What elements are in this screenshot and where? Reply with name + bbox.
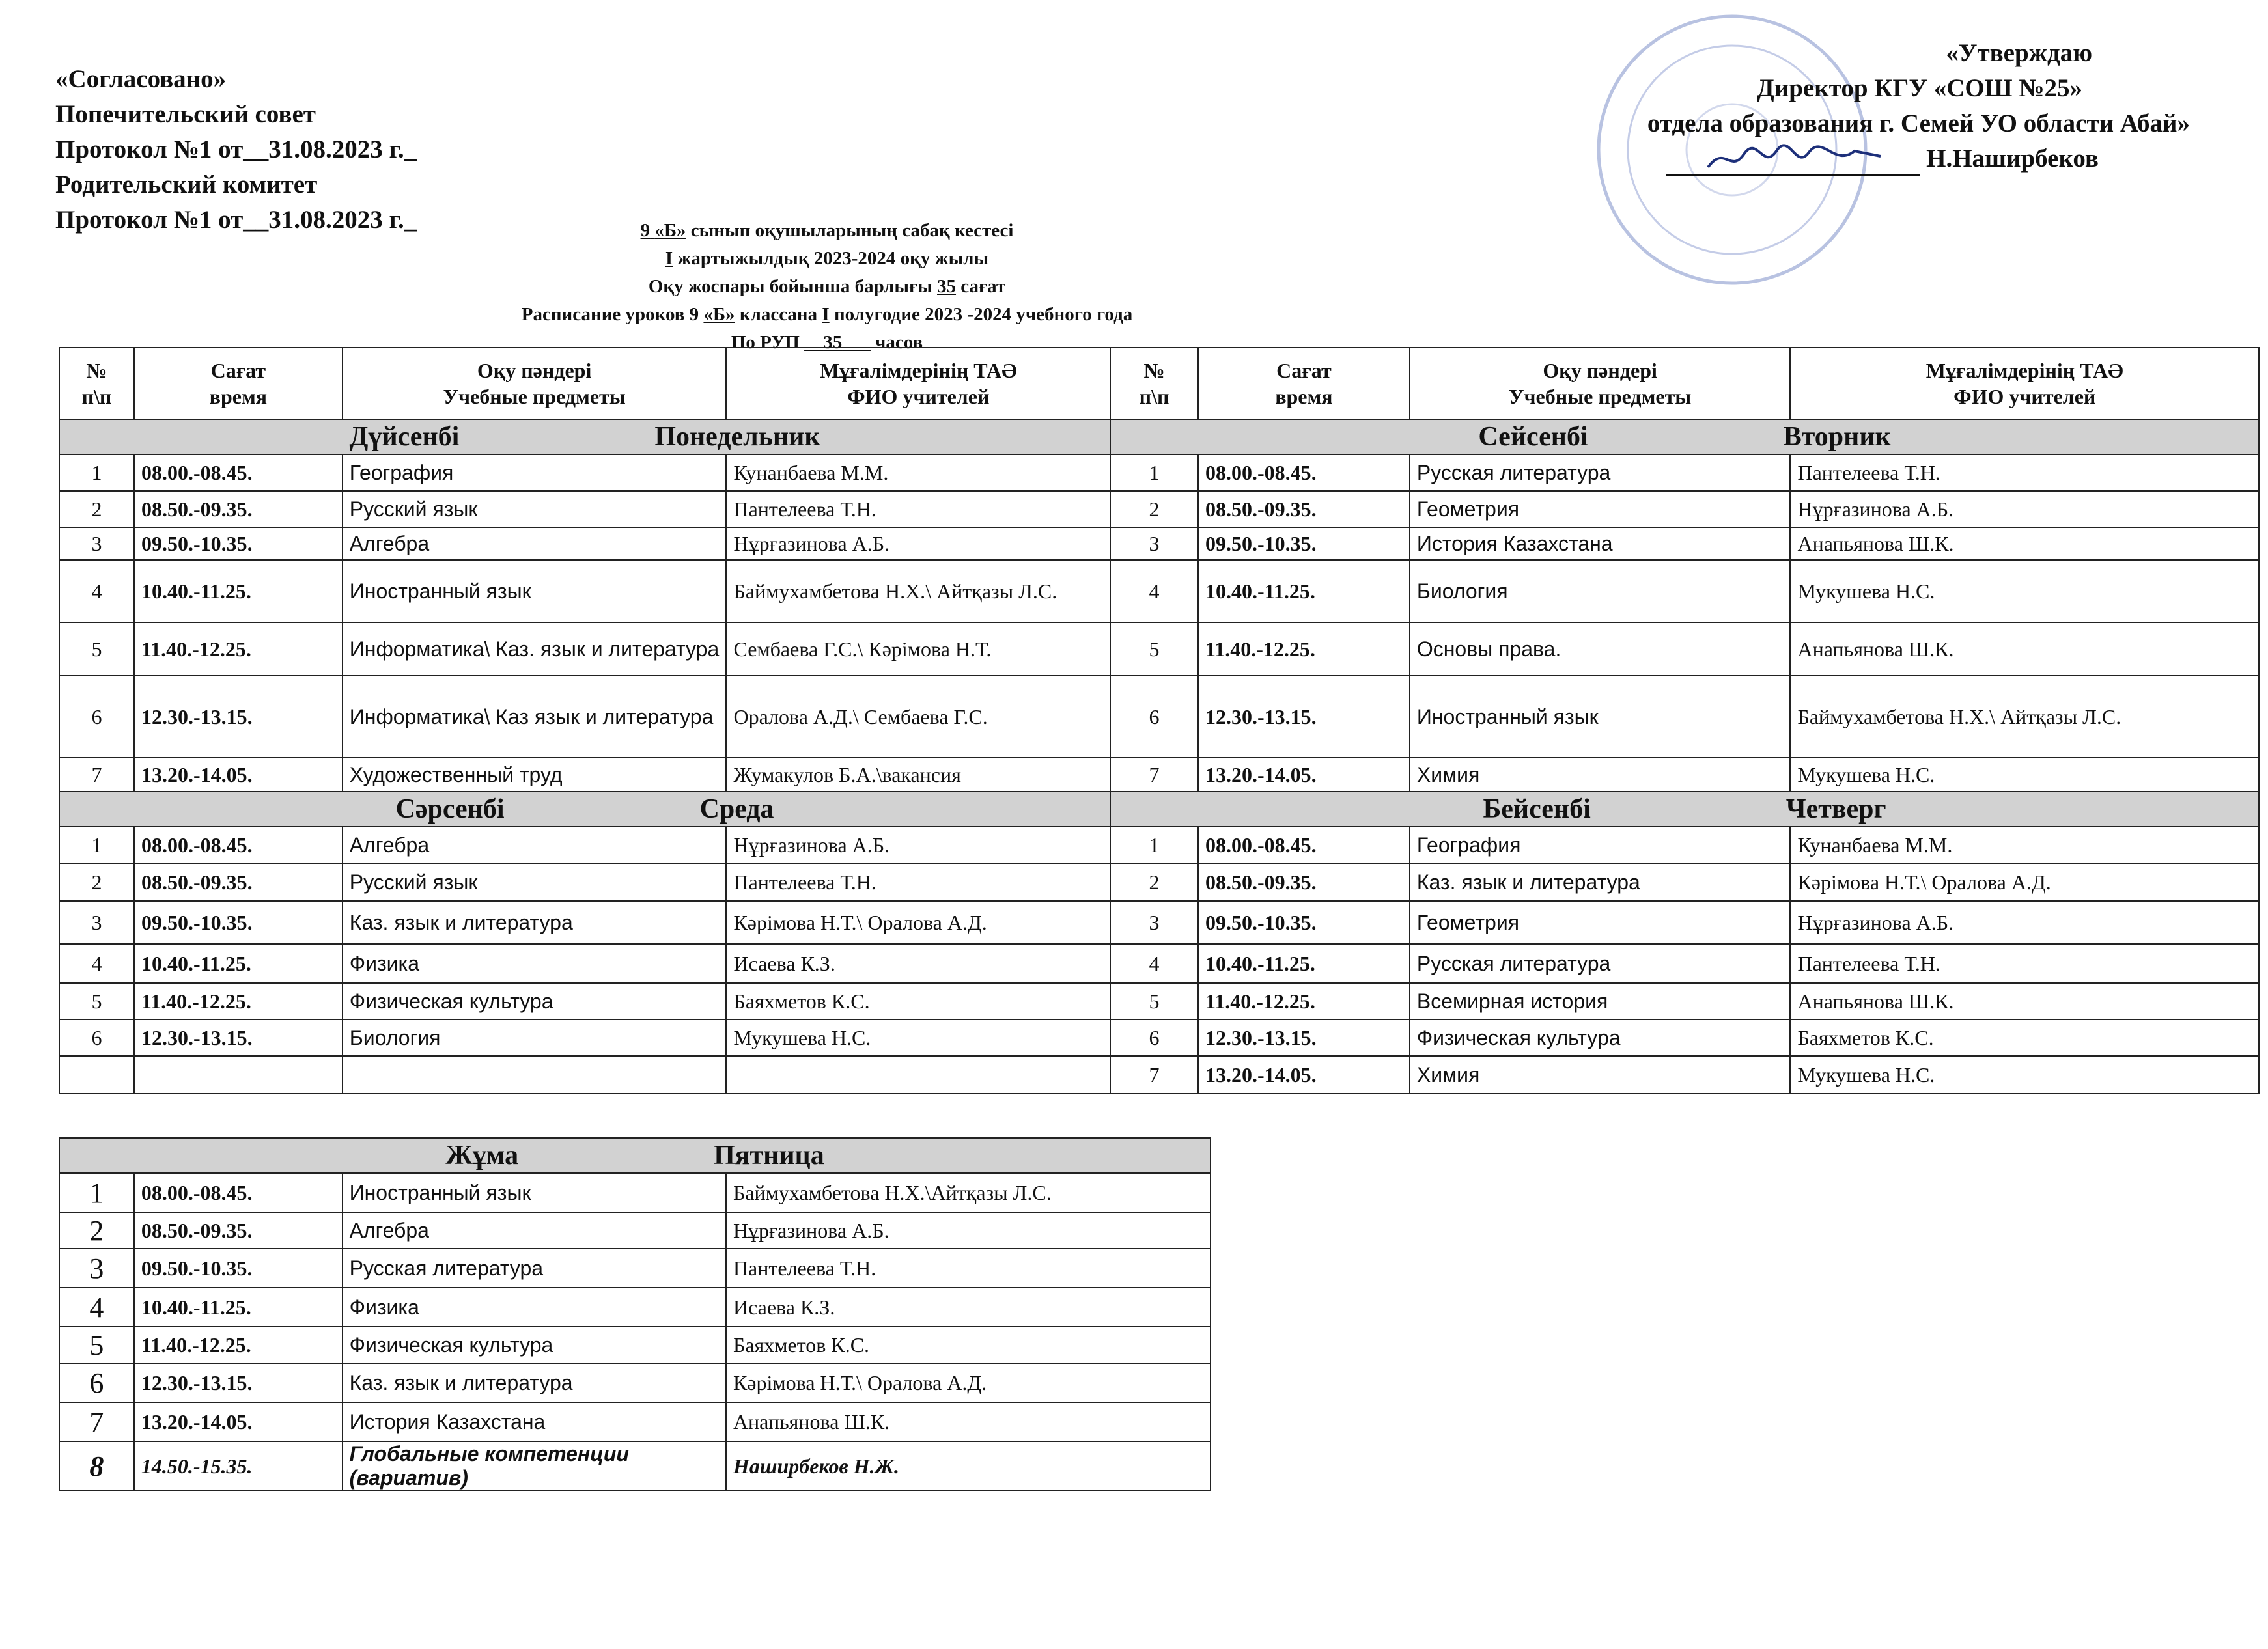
lesson-number: 1 — [59, 454, 134, 491]
header-teacher: Мұғалімдерінің ТАӘ ФИО учителей — [726, 348, 1110, 419]
schedule-title — [0, 217, 1654, 357]
lesson-time: 13.20.-14.05. — [134, 758, 343, 792]
table-row — [59, 1212, 1211, 1249]
lesson-number: 6 — [1110, 676, 1198, 758]
lesson-time: 12.30.-13.15. — [134, 1363, 343, 1402]
lesson-subject: Информатика\ Каз язык и литература — [343, 676, 727, 758]
day-header-row — [59, 419, 2259, 454]
lesson-subject: Физическая культура — [343, 983, 727, 1019]
lesson-teacher: Баяхметов К.С. — [1790, 1019, 2259, 1056]
header-row — [59, 348, 2259, 419]
table-row — [59, 454, 2259, 491]
lesson-time: 14.50.-15.35. — [134, 1441, 343, 1491]
table-row — [59, 1441, 1211, 1491]
lesson-time: 08.00.-08.45. — [1198, 827, 1410, 863]
lesson-number: 3 — [1110, 901, 1198, 944]
approval-left-line: Протокол №1 от__31.08.2023 г._ — [55, 206, 417, 234]
lesson-subject: Физика — [343, 944, 727, 983]
lesson-subject: История Казахстана — [343, 1402, 726, 1441]
table-row — [59, 944, 2259, 983]
lesson-number: 3 — [59, 527, 134, 560]
lesson-number: 1 — [59, 1173, 134, 1212]
day-header-row — [59, 792, 2259, 827]
lesson-number: 5 — [59, 983, 134, 1019]
lesson-teacher: Пантелеева Т.Н. — [1790, 944, 2259, 983]
header-num: № п\п — [1110, 348, 1198, 419]
table-row — [59, 863, 2259, 901]
lesson-teacher: Кәрімова Н.Т.\ Оралова А.Д. — [726, 901, 1110, 944]
lesson-subject: Алгебра — [343, 827, 727, 863]
lesson-time: 13.20.-14.05. — [134, 1402, 343, 1441]
table-row — [59, 1327, 1211, 1363]
schedule-table-friday — [59, 1137, 1211, 1491]
lesson-teacher: Пантелеева Т.Н. — [1790, 454, 2259, 491]
lesson-teacher: Баяхметов К.С. — [726, 1327, 1211, 1363]
lesson-subject: Иностранный язык — [1410, 676, 1791, 758]
lesson-subject: География — [1410, 827, 1791, 863]
lesson-time: 09.50.-10.35. — [134, 901, 343, 944]
lesson-teacher: Мукушева Н.С. — [1790, 758, 2259, 792]
lesson-number: 7 — [1110, 758, 1198, 792]
header-subject: Оқу пәндері Учебные предметы — [1410, 348, 1791, 419]
title-line-1: 9 «Б» сынып оқушыларының сабақ кестесі — [640, 220, 1014, 241]
lesson-teacher: Пантелеева Т.Н. — [726, 1249, 1211, 1288]
approval-left-line: «Согласовано» — [55, 65, 227, 93]
lesson-number: 1 — [1110, 827, 1198, 863]
lesson-teacher: Баймухамбетова Н.Х.\ Айтқазы Л.С. — [1790, 676, 2259, 758]
lesson-teacher: Оралова А.Д.\ Сембаева Г.С. — [726, 676, 1110, 758]
lesson-number: 7 — [59, 1402, 134, 1441]
lesson-subject: Химия — [1410, 1056, 1791, 1094]
lesson-time: 08.50.-09.35. — [1198, 863, 1410, 901]
header-time: Сағат время — [134, 348, 343, 419]
lesson-subject: История Казахстана — [1410, 527, 1791, 560]
handwritten-signature — [1705, 138, 1887, 177]
approval-left-block — [55, 62, 417, 238]
signer-name: Н.Наширбеков — [1926, 145, 2099, 173]
lesson-number: 2 — [1110, 863, 1198, 901]
lesson-number: 5 — [1110, 983, 1198, 1019]
table-row — [59, 1249, 1211, 1288]
lesson-subject: Русская литература — [343, 1249, 726, 1288]
lesson-time: 08.00.-08.45. — [134, 827, 343, 863]
lesson-time: 13.20.-14.05. — [1198, 758, 1410, 792]
lesson-subject: Каз. язык и литература — [343, 901, 727, 944]
table-row — [59, 758, 2259, 792]
lesson-teacher: Сембаева Г.С.\ Кәрімова Н.Т. — [726, 622, 1110, 676]
lesson-subject: Химия — [1410, 758, 1791, 792]
lesson-number: 3 — [59, 901, 134, 944]
lesson-teacher: Анапьянова Ш.К. — [726, 1402, 1211, 1441]
day-header-row — [59, 1138, 1211, 1173]
lesson-teacher: Мукушева Н.С. — [726, 1019, 1110, 1056]
approval-right-line: Директор КГУ «СОШ №25» — [1756, 74, 2082, 102]
lesson-number: 8 — [59, 1441, 134, 1491]
header-time: Сағат время — [1198, 348, 1410, 419]
approval-right-line: «Утверждаю — [1946, 39, 2092, 67]
lesson-number: 2 — [59, 491, 134, 527]
lesson-subject: Иностранный язык — [343, 560, 727, 622]
lesson-number: 5 — [1110, 622, 1198, 676]
lesson-subject: Физическая культура — [1410, 1019, 1791, 1056]
lesson-teacher: Исаева К.З. — [726, 1288, 1211, 1327]
lesson-time: 10.40.-11.25. — [1198, 560, 1410, 622]
lesson-teacher: Мукушева Н.С. — [1790, 1056, 2259, 1094]
lesson-subject: Основы права. — [1410, 622, 1791, 676]
lesson-teacher: Анапьянова Ш.К. — [1790, 983, 2259, 1019]
lesson-subject: Биология — [1410, 560, 1791, 622]
lesson-teacher: Баймухамбетова Н.Х.\Айтқазы Л.С. — [726, 1173, 1211, 1212]
title-line-2: I жартыжылдық 2023-2024 оқу жылы — [665, 248, 989, 269]
lesson-subject: Алгебра — [343, 1212, 726, 1249]
day-header-wednesday: Сәрсенбі Среда — [59, 792, 1110, 827]
lesson-teacher: Исаева К.З. — [726, 944, 1110, 983]
approval-left-line: Протокол №1 от__31.08.2023 г._ — [55, 135, 417, 163]
table-row — [59, 1363, 1211, 1402]
empty-cell — [726, 1056, 1110, 1094]
lesson-subject: Иностранный язык — [343, 1173, 726, 1212]
lesson-time: 10.40.-11.25. — [134, 944, 343, 983]
lesson-number: 7 — [1110, 1056, 1198, 1094]
lesson-number: 4 — [59, 944, 134, 983]
title-line-5: По РУП __35___ часов — [731, 332, 923, 353]
lesson-time: 09.50.-10.35. — [134, 527, 343, 560]
lesson-teacher: Жумакулов Б.А.\вакансия — [726, 758, 1110, 792]
empty-cell — [343, 1056, 727, 1094]
lesson-subject: Глобальные компетенции (вариатив) — [343, 1441, 726, 1491]
day-header-friday: Жұма Пятница — [59, 1138, 1211, 1173]
day-header-tuesday: Сейсенбі Вторник — [1110, 419, 2259, 454]
empty-cell — [134, 1056, 343, 1094]
lesson-teacher: Нұрғазинова А.Б. — [1790, 491, 2259, 527]
lesson-time: 08.00.-08.45. — [134, 454, 343, 491]
lesson-subject: Всемирная история — [1410, 983, 1791, 1019]
lesson-teacher: Кәрімова Н.Т.\ Оралова А.Д. — [1790, 863, 2259, 901]
lesson-teacher: Кунанбаева М.М. — [726, 454, 1110, 491]
lesson-number: 6 — [1110, 1019, 1198, 1056]
signature-line — [1666, 151, 1920, 176]
lesson-number: 2 — [59, 1212, 134, 1249]
title-line-3: Оқу жоспары бойынша барлығы 35 сағат — [648, 276, 1006, 297]
lesson-time: 12.30.-13.15. — [1198, 676, 1410, 758]
lesson-number: 2 — [59, 863, 134, 901]
lesson-time: 08.50.-09.35. — [1198, 491, 1410, 527]
lesson-number: 4 — [1110, 944, 1198, 983]
lesson-time: 09.50.-10.35. — [134, 1249, 343, 1288]
lesson-number: 5 — [59, 1327, 134, 1363]
signature-row — [1647, 141, 2099, 176]
lesson-number: 4 — [1110, 560, 1198, 622]
lesson-subject: Каз. язык и литература — [343, 1363, 726, 1402]
lesson-time: 12.30.-13.15. — [134, 1019, 343, 1056]
lesson-subject: Русский язык — [343, 863, 727, 901]
lesson-number: 5 — [59, 622, 134, 676]
table-row — [59, 527, 2259, 560]
lesson-teacher: Баймухамбетова Н.Х.\ Айтқазы Л.С. — [726, 560, 1110, 622]
lesson-subject: Каз. язык и литература — [1410, 863, 1791, 901]
lesson-number: 3 — [1110, 527, 1198, 560]
lesson-subject: Информатика\ Каз. язык и литература — [343, 622, 727, 676]
table-row — [59, 901, 2259, 944]
table-row — [59, 1173, 1211, 1212]
table-row — [59, 1402, 1211, 1441]
table-row — [59, 827, 2259, 863]
lesson-time: 11.40.-12.25. — [134, 983, 343, 1019]
table-row — [59, 983, 2259, 1019]
day-header-monday: Дүйсенбі Понедельник — [59, 419, 1110, 454]
lesson-time: 10.40.-11.25. — [1198, 944, 1410, 983]
lesson-subject: Геометрия — [1410, 901, 1791, 944]
lesson-number: 4 — [59, 1288, 134, 1327]
approval-left-line: Попечительский совет — [55, 100, 316, 128]
lesson-subject: Алгебра — [343, 527, 727, 560]
lesson-teacher: Мукушева Н.С. — [1790, 560, 2259, 622]
table-row — [59, 560, 2259, 622]
empty-cell — [59, 1056, 134, 1094]
table-row — [59, 1288, 1211, 1327]
lesson-teacher: Кәрімова Н.Т.\ Оралова А.Д. — [726, 1363, 1211, 1402]
lesson-subject: Художественный труд — [343, 758, 727, 792]
lesson-teacher: Пантелеева Т.Н. — [726, 863, 1110, 901]
lesson-number: 1 — [1110, 454, 1198, 491]
lesson-time: 08.50.-09.35. — [134, 1212, 343, 1249]
lesson-subject: Физика — [343, 1288, 726, 1327]
lesson-subject: География — [343, 454, 727, 491]
lesson-time: 08.50.-09.35. — [134, 491, 343, 527]
day-header-thursday: Бейсенбі Четверг — [1110, 792, 2259, 827]
approval-left-line: Родительский комитет — [55, 171, 318, 199]
lesson-teacher: Наширбеков Н.Ж. — [726, 1441, 1211, 1491]
approval-right-block — [1647, 36, 2190, 176]
lesson-time: 11.40.-12.25. — [134, 622, 343, 676]
lesson-subject: Геометрия — [1410, 491, 1791, 527]
table-row — [59, 491, 2259, 527]
table-row — [59, 676, 2259, 758]
schedule-table-main — [59, 347, 2260, 1094]
title-line-4: Расписание уроков 9 «Б» классана I полугодие 2023 -2024 учебного года — [521, 304, 1133, 325]
lesson-time: 11.40.-12.25. — [1198, 983, 1410, 1019]
lesson-number: 4 — [59, 560, 134, 622]
lesson-number: 6 — [59, 1019, 134, 1056]
lesson-number: 1 — [59, 827, 134, 863]
lesson-subject: Русская литература — [1410, 944, 1791, 983]
lesson-teacher: Пантелеева Т.Н. — [726, 491, 1110, 527]
lesson-teacher: Анапьянова Ш.К. — [1790, 622, 2259, 676]
lesson-teacher: Нұрғазинова А.Б. — [726, 827, 1110, 863]
lesson-time: 12.30.-13.15. — [1198, 1019, 1410, 1056]
table-row — [59, 1019, 2259, 1056]
lesson-time: 08.50.-09.35. — [134, 863, 343, 901]
lesson-teacher: Нұрғазинова А.Б. — [726, 527, 1110, 560]
lesson-time: 09.50.-10.35. — [1198, 527, 1410, 560]
lesson-subject: Русская литература — [1410, 454, 1791, 491]
lesson-time: 11.40.-12.25. — [1198, 622, 1410, 676]
lesson-subject: Русский язык — [343, 491, 727, 527]
lesson-teacher: Нұрғазинова А.Б. — [1790, 901, 2259, 944]
lesson-teacher: Нұрғазинова А.Б. — [726, 1212, 1211, 1249]
header-teacher: Мұғалімдерінің ТАӘ ФИО учителей — [1790, 348, 2259, 419]
lesson-number: 3 — [59, 1249, 134, 1288]
lesson-time: 12.30.-13.15. — [134, 676, 343, 758]
lesson-number: 6 — [59, 1363, 134, 1402]
lesson-time: 10.40.-11.25. — [134, 1288, 343, 1327]
lesson-time: 13.20.-14.05. — [1198, 1056, 1410, 1094]
lesson-teacher: Кунанбаева М.М. — [1790, 827, 2259, 863]
approval-right-line: отдела образования г. Семей УО области Абай» — [1647, 109, 2190, 137]
table-row — [59, 622, 2259, 676]
lesson-number: 6 — [59, 676, 134, 758]
lesson-subject: Биология — [343, 1019, 727, 1056]
lesson-time: 10.40.-11.25. — [134, 560, 343, 622]
header-num: № п\п — [59, 348, 134, 419]
lesson-time: 11.40.-12.25. — [134, 1327, 343, 1363]
lesson-teacher: Анапьянова Ш.К. — [1790, 527, 2259, 560]
table-row — [59, 1056, 2259, 1094]
lesson-subject: Физическая культура — [343, 1327, 726, 1363]
lesson-time: 08.00.-08.45. — [134, 1173, 343, 1212]
lesson-teacher: Баяхметов К.С. — [726, 983, 1110, 1019]
header-subject: Оқу пәндері Учебные предметы — [343, 348, 727, 419]
lesson-time: 09.50.-10.35. — [1198, 901, 1410, 944]
lesson-time: 08.00.-08.45. — [1198, 454, 1410, 491]
lesson-number: 7 — [59, 758, 134, 792]
lesson-number: 2 — [1110, 491, 1198, 527]
